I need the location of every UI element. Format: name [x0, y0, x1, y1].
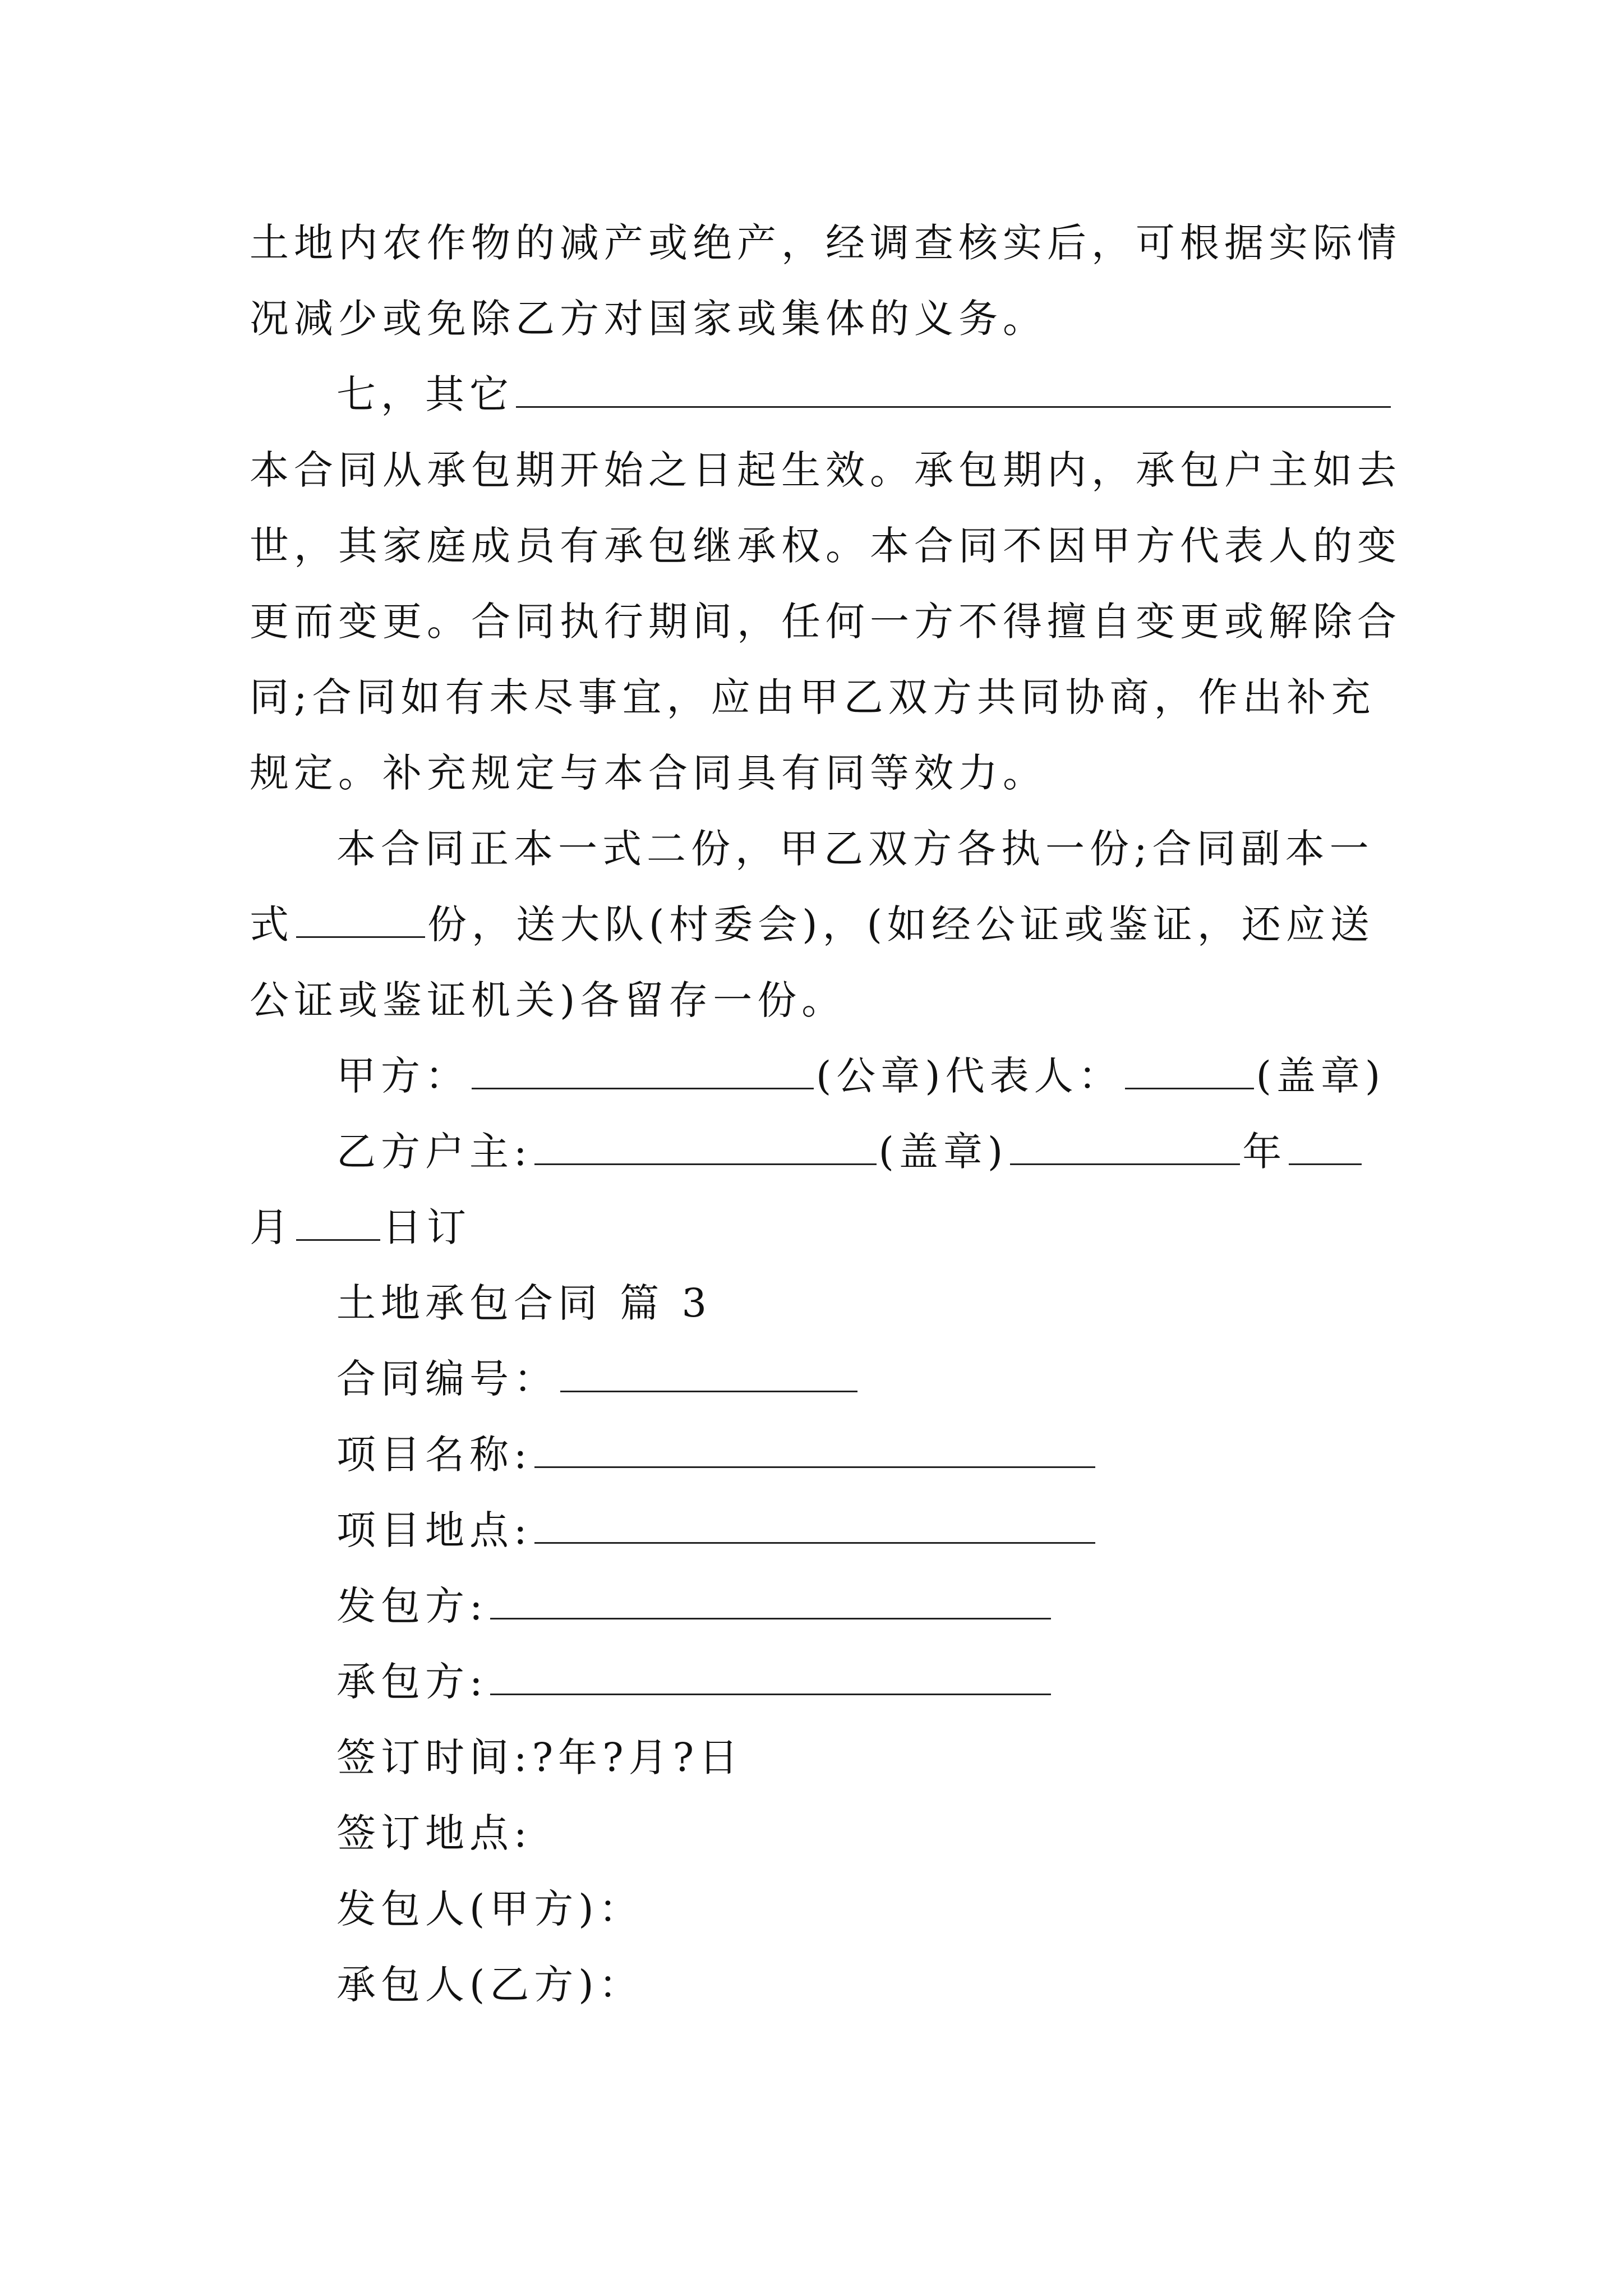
issuer-label: 发包方: — [336, 1583, 488, 1629]
copies-line — [250, 886, 1388, 963]
other-clause-label: 七，其它 — [336, 371, 514, 417]
issuer-line — [336, 1568, 1388, 1644]
blank-field — [534, 1433, 1095, 1468]
project-name-label: 项目名称: — [336, 1432, 532, 1478]
party-a-stamp: (盖章) — [1256, 1053, 1386, 1099]
copies-prefix: 式 — [250, 901, 294, 947]
party-a-label: 甲方： — [336, 1053, 469, 1099]
signature-party-a — [336, 1038, 1388, 1114]
blank-field — [1289, 1130, 1362, 1165]
project-name-line — [336, 1416, 1388, 1493]
paragraph-line: 世，其家庭成员有承包继承权。本合同不因甲方代表人的变 — [250, 523, 1401, 569]
contract-number-line — [336, 1341, 1388, 1417]
paragraph-line: 规定。补充规定与本合同具有同等效力。 — [250, 750, 1047, 796]
paragraph-line: 公证或鉴证机关)各留存一份。 — [250, 977, 846, 1023]
other-clause-line — [336, 356, 1388, 432]
project-site-line — [336, 1492, 1388, 1568]
date-line — [250, 1189, 1388, 1266]
party-a-line: 发包人(甲方)： — [336, 1886, 643, 1932]
paragraph-line: 况减少或免除乙方对国家或集体的义务。 — [250, 296, 1047, 342]
copies-suffix: 份，送大队(村委会)，(如经公证或鉴证，还应送 — [427, 901, 1375, 947]
blank-field — [1125, 1054, 1254, 1089]
blank-field — [534, 1508, 1095, 1544]
signature-party-b — [336, 1114, 1388, 1190]
blank-field — [490, 1660, 1051, 1695]
paragraph-line: 土地内农作物的减产或绝产，经调查核实后，可根据实际情 — [250, 220, 1401, 266]
paragraph-line: 本合同正本一式二份，甲乙双方各执一份;合同副本一 — [336, 826, 1374, 872]
contractor-line — [336, 1644, 1388, 1720]
paragraph-line: 更而变更。合同执行期间，任何一方不得擅自变更或解除合 — [250, 599, 1401, 645]
party-b-label: 乙方户主: — [336, 1129, 532, 1175]
party-b-line: 承包人(乙方)： — [336, 1962, 643, 2008]
party-a-seal-label: (公章)代表人： — [816, 1053, 1123, 1099]
year-label: 年 — [1242, 1129, 1287, 1175]
paragraph-line: 同;合同如有未尽事宜，应由甲乙双方共同协商，作出补充 — [250, 674, 1376, 720]
month-label: 月 — [250, 1204, 294, 1250]
blank-field — [516, 372, 1391, 408]
blank-field — [534, 1130, 877, 1165]
sign-place-line: 签订地点: — [336, 1810, 532, 1856]
blank-field — [296, 1205, 380, 1241]
contractor-label: 承包方: — [336, 1659, 488, 1705]
party-b-stamp: (盖章) — [878, 1129, 1008, 1175]
blank-field — [472, 1054, 814, 1089]
blank-field — [490, 1584, 1051, 1619]
paragraph-line: 本合同从承包期开始之日起生效。承包期内，承包户主如去 — [250, 447, 1401, 493]
blank-field — [1010, 1130, 1240, 1165]
blank-field — [560, 1357, 857, 1392]
sign-time-line: 签订时间:?年?月?日 — [336, 1734, 744, 1780]
day-label: 日订 — [382, 1204, 471, 1250]
contract-number-label: 合同编号： — [336, 1356, 558, 1402]
section-title: 土地承包合同 篇 3 — [336, 1280, 712, 1326]
blank-field — [296, 903, 425, 938]
project-site-label: 项目地点: — [336, 1507, 532, 1553]
